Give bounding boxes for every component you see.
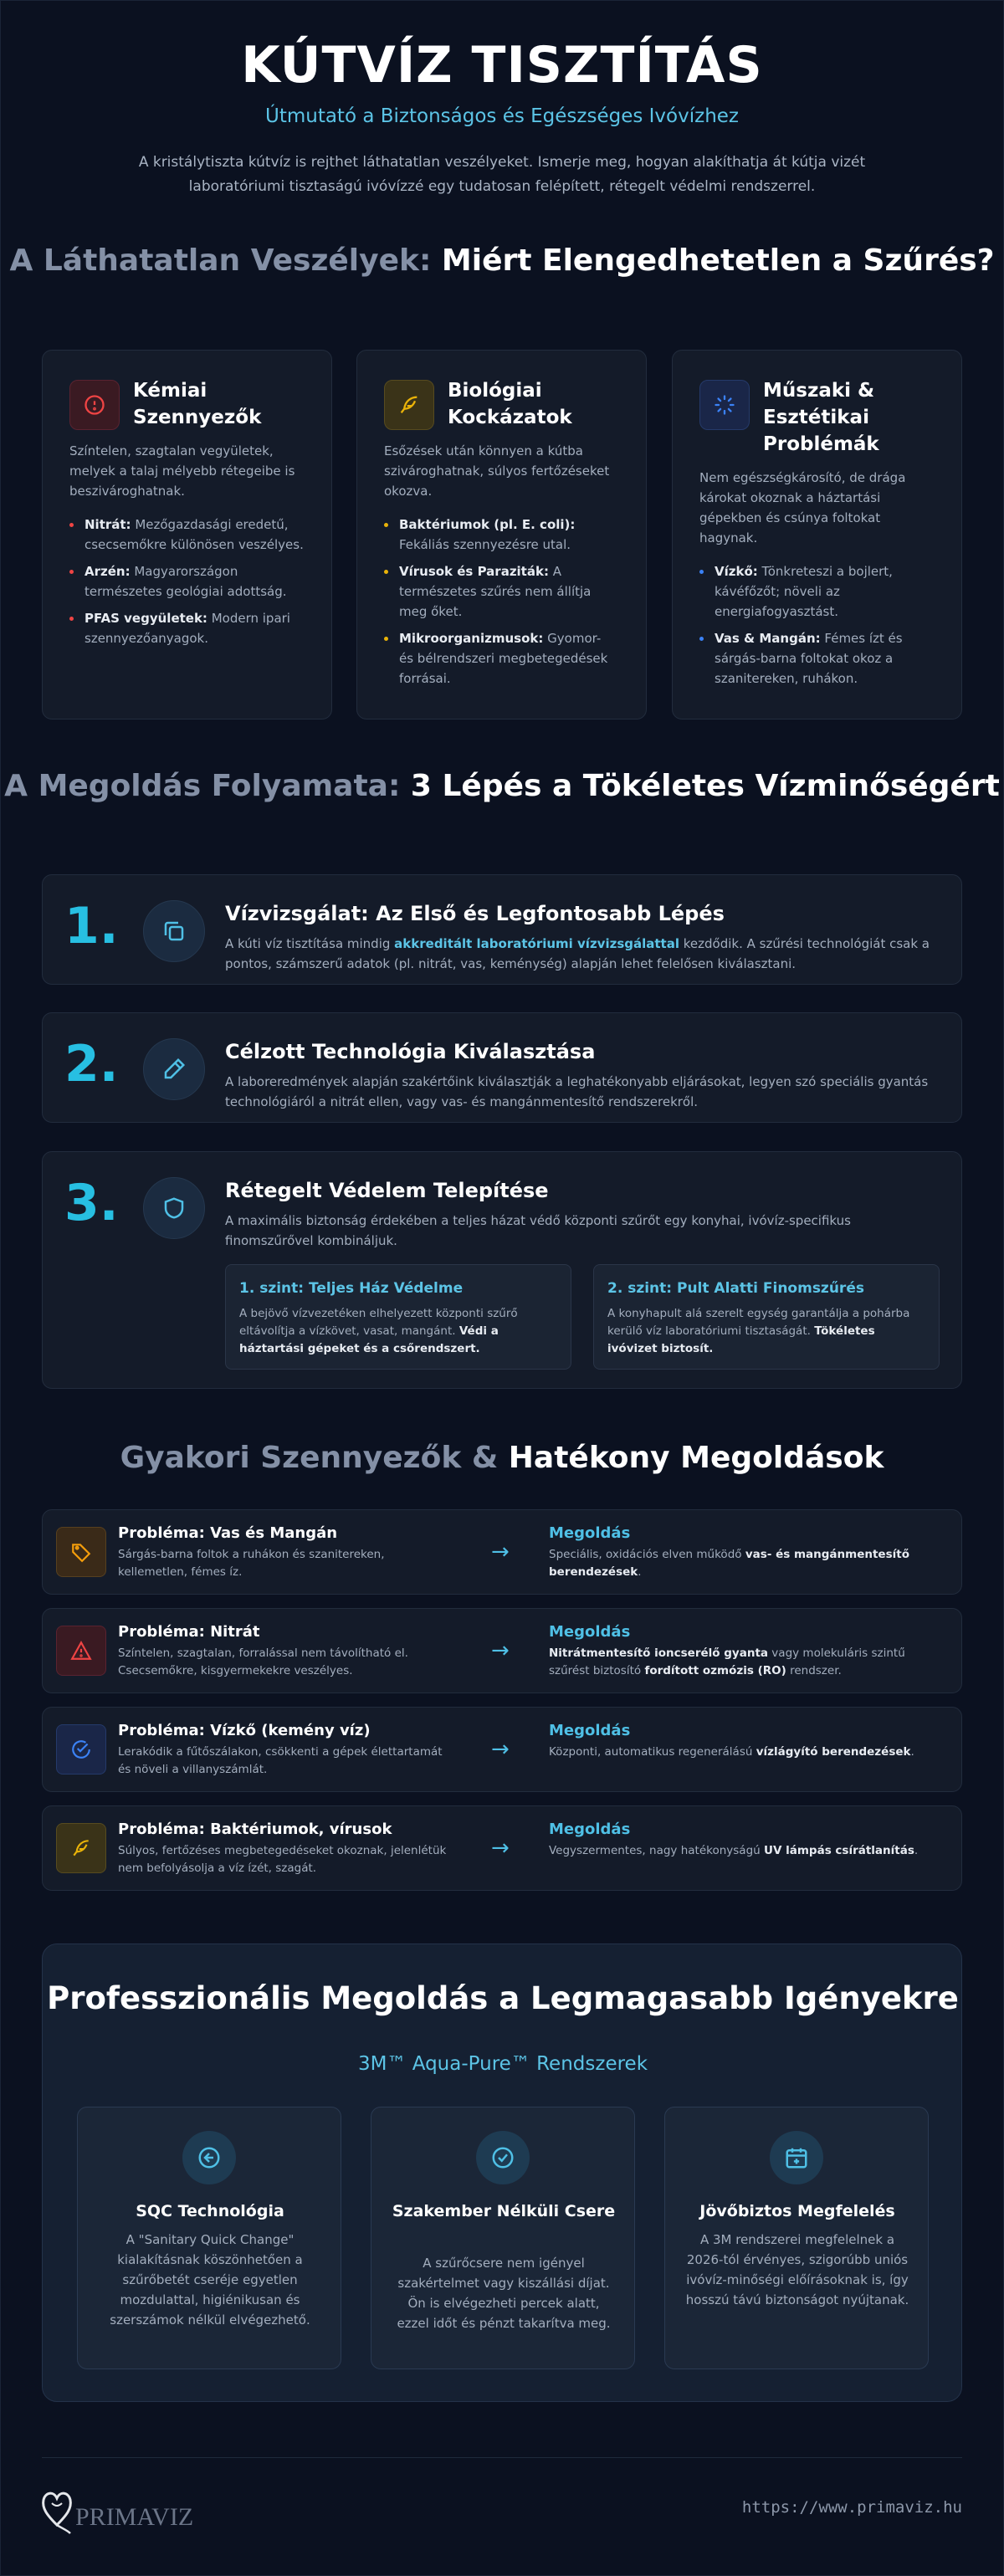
problem-desc: Sárgás-barna foltok a ruhákon és szanitereken, kellemetlen, fémes íz. [118,1548,385,1579]
danger-card-technical [672,350,962,720]
list-item: Vírusok és Paraziták: A természetes szűrés nem állítja meg őket. [384,561,619,622]
shield-icon [143,1177,205,1239]
problem-title: Probléma: Nitrát [118,1623,260,1641]
copy-icon [143,900,205,962]
feature-title: Szakember Nélküli Csere [392,2202,616,2220]
step-title: Célzott Technológia Kiválasztása [225,1040,596,1063]
feature-title: Jövőbiztos Megfelelés [699,2202,895,2220]
dangers-title-main: Miért Elengedhetetlen a Szűrés? [441,243,995,278]
hero-section [0,33,1004,199]
problem-title: Probléma: Vízkő (kemény víz) [118,1722,371,1739]
dangers-title-muted: A Láthatatlan Veszélyek: [9,243,432,278]
level-text: A bejövő vízvezetéken elhelyezett központi szűrő eltávolítja a vízkövet, vasat, mangánt. Védi a háztartási gépeket és a csőrendszert. [239,1307,518,1355]
problem-row-nitrate [42,1608,962,1693]
feather-icon [384,380,434,430]
footer-divider [42,2457,962,2458]
step-text: A laboreredmények alapján szakértőink kiválasztják a leghatékonyabb eljárásokat, legyen szó speciális gyantás technológiáról a nitrát ellen, vagy vas- és mangánmentesítő rendszerekről. [225,1074,929,1109]
step-title: Vízvizsgálat: Az Első és Legfontosabb Lépés [225,902,725,925]
step-number: 2. [64,1035,119,1093]
problem-desc: Színtelen, szagtalan, forralással nem távolítható el. Csecsemőkre, kisgyermekekre veszélyes. [118,1646,408,1677]
list-item: Vas & Mangán: Fémes ízt és sárgás-barna foltokat okoz a szanitereken, ruhákon. [699,628,935,689]
problem-row-iron [42,1509,962,1595]
solution-label: Megoldás [549,1722,631,1739]
danger-card-desc: Színtelen, szagtalan vegyületek, melyek a talaj mélyebb rétegeibe is beszivároghatnak. [69,443,295,499]
level-card-2 [593,1264,940,1370]
step-title: Rétegelt Védelem Telepítése [225,1179,549,1202]
danger-card-desc: Nem egészségkárosító, de drága károkat okoznak a háztartási gépekben és csúnya foltokat hagynak. [699,470,906,545]
pro-section [42,1944,962,2402]
danger-list [69,515,305,648]
solution-label: Megoldás [549,1821,631,1838]
logo-text: PRIMAVIZ [75,2503,194,2531]
arrow-left-circle-icon [182,2131,236,2184]
solution-label: Megoldás [549,1524,631,1542]
list-item: Vízkő: Tönkreteszi a bojlert, kávéfőzőt; növeli az energiafogyasztást. [699,561,935,622]
pro-subtitle: 3M™ Aqua-Pure™ Rendszerek [357,2053,648,2075]
danger-card-desc: Esőzések után könnyen a kútba szivároghatnak, súlyos fertőzéseket okozva. [384,443,610,499]
problem-row-bacteria [42,1805,962,1891]
problems-title-muted: Gyakori Szennyezők & [120,1441,499,1475]
danger-card-title: Kémiai Szennyezők [133,380,262,428]
step-text: A maximális biztonság érdekében a teljes házat védő központi szűrőt egy konyhai, ivóvíz-specifikus finomszűrővel kombináljuk. [225,1213,851,1248]
problem-title: Probléma: Vas és Mangán [118,1524,338,1542]
process-title-muted: A Megoldás Folyamata: [4,769,401,803]
solution-desc: Speciális, oxidációs elven működő vas- és mangánmentesítő berendezések. [549,1548,909,1579]
problem-desc: Lerakódik a fűtőszálakon, csökkenti a gépek élettartamát és növeli a villanyszámlát. [118,1745,443,1776]
danger-card-biological [356,350,647,720]
solution-label: Megoldás [549,1623,631,1641]
step-1 [42,874,962,985]
page-subtitle: Útmutató a Biztonságos és Egészséges Ivóvízhez [264,105,739,127]
solution-desc: Nitrátmentesítő ioncserélő gyanta vagy molekuláris szintű szűrést biztosító fordított ozmózis (RO) rendszer. [549,1646,905,1677]
feature-card-sqc [77,2107,341,2369]
check-circle-icon [476,2131,530,2184]
step-2 [42,1012,962,1123]
list-item: Arzén: Magyarországon természetes geológiai adottság. [69,561,305,602]
calendar-plus-icon [770,2131,823,2184]
page-title: KÚTVÍZ TISZTÍTÁS [241,36,763,95]
step-number: 3. [64,1174,119,1232]
danger-card-title: Műszaki & Esztétikai Problémák [763,380,879,455]
level-title: 1. szint: Teljes Ház Védelme [239,1280,464,1297]
solution-desc: Vegyszermentes, nagy hatékonyságú UV lámpás csírátlanítás. [549,1844,919,1857]
level-title: 2. szint: Pult Alatti Finomszűrés [607,1280,864,1297]
dangers-title [0,243,1004,279]
list-item: Mikroorganizmusok: Gyomor- és bélrendszeri megbetegedések forrásai. [384,628,619,689]
level-text: A konyhapult alá szerelt egység garantálja a pohárba kerülő víz laboratóriumi tisztaságát. Tökéletes ivóvizet biztosít. [607,1307,910,1355]
list-item: Nitrát: Mezőgazdasági eredetű, csecsemőkre különösen veszélyes. [69,515,305,555]
danger-card-title: Biológiai Kockázatok [448,380,572,428]
dangers-cards [42,350,962,720]
feature-title: SQC Technológia [136,2202,284,2220]
alert-circle-icon [69,380,120,430]
arrow-right-icon: → [491,1638,510,1663]
step-text: A kúti víz tisztítása mindig akkreditált laboratóriumi vízvizsgálattal kezdődik. A szűrési technológiát csak a pontos, számszerű adatok (pl. nitrát, vas, keménység) alapján lehet felelősen kiválasztani. [225,936,930,971]
arrow-right-icon: → [491,1836,510,1861]
arrow-right-icon: → [491,1737,510,1762]
list-item: PFAS vegyületek: Modern ipari szennyezőanyagok. [69,608,305,648]
problems-title-main: Hatékony Megoldások [508,1441,884,1475]
danger-list [699,561,935,689]
level-card-1 [225,1264,571,1370]
feature-text: A "Sanitary Quick Change" kialakításnak köszönhetően a szűrőbetét cseréje egyetlen mozdulattal, higiénikusan és szerszámok nélkül elvégezhető. [110,2232,310,2328]
arrow-right-icon: → [491,1539,510,1565]
step-3 [42,1151,962,1389]
intro-text: A kristálytiszta kútvíz is rejthet láthatatlan veszélyeket. Ismerje meg, hogyan alakíthatja át kútja vizét laboratóriumi tisztaságú ivóvízzé egy tudatosan felépített, rétegelt védelmi rendszerrel. [138,154,866,195]
solution-desc: Központi, automatikus regenerálású vízlágyító berendezések. [549,1745,914,1759]
website-link[interactable]: https://www.primaviz.hu [741,2498,962,2517]
feather-icon [56,1823,106,1873]
feature-card-future [664,2107,929,2369]
feature-card-diy [371,2107,635,2369]
feature-text: A szűrőcsere nem igényel szakértelmet vagy kiszállási díjat. Ön is elvégezheti percek alatt, ezzel időt és pénzt takarítva meg. [397,2256,611,2331]
check-circle-icon [56,1724,106,1775]
danger-list [384,515,619,689]
list-item: Baktériumok (pl. E. coli): Fekáliás szennyezésre utal. [384,515,619,555]
problem-desc: Súlyos, fertőzéses megbetegedéseket okoznak, jelenlétük nem befolyásolja a víz ízét, szagát. [118,1844,447,1875]
primaviz-logo[interactable] [40,2485,216,2535]
alert-triangle-icon [56,1626,106,1676]
pencil-icon [143,1038,205,1100]
problem-title: Probléma: Baktériumok, vírusok [118,1821,392,1838]
process-title-main: 3 Lépés a Tökéletes Vízminőségért [410,769,1000,803]
problems-title [0,1440,1004,1477]
loader-icon [699,380,750,430]
pro-title: Professzionális Megoldás a Legmagasabb Igényekre [47,1980,959,2016]
step-number: 1. [64,897,119,955]
process-title [0,768,1004,805]
feature-text: A 3M rendszerei megfelelnek a 2026-tól érvényes, szigorúbb uniós ivóvíz-minőségi előírásoknak is, így hosszú távú biztonságot nyújtanak. [685,2232,909,2307]
danger-card-chemical [42,350,332,720]
tag-icon [56,1527,106,1577]
problem-row-limescale [42,1707,962,1792]
